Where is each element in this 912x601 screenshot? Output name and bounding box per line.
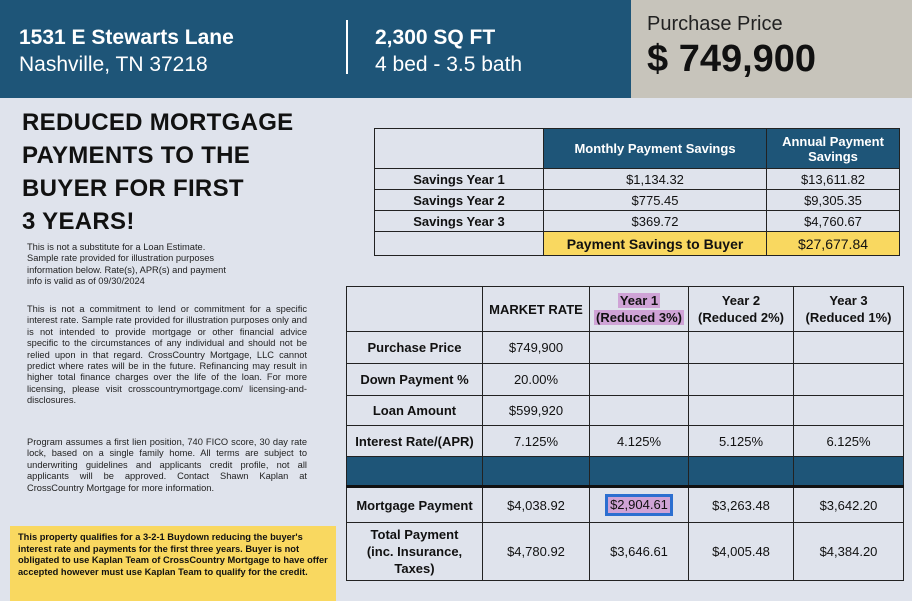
market-rate-header: MARKET RATE [483, 287, 590, 332]
mortgage-year1[interactable] [590, 487, 689, 523]
savings-row-label: Savings Year 2 [375, 190, 544, 211]
year2-header-sub: (Reduced 2%) [698, 310, 784, 325]
purchase-price-market: $749,900 [483, 332, 590, 364]
savings-total-value: $27,677.84 [767, 232, 900, 256]
loan-amount-market: $599,920 [483, 396, 590, 426]
year1-header-sub: (Reduced 3%) [596, 310, 682, 325]
band-cell [590, 457, 689, 487]
mortgage-market: $4,038.92 [483, 487, 590, 523]
empty-cell [689, 332, 794, 364]
band-cell [794, 457, 904, 487]
savings-total-blank [375, 232, 544, 256]
year3-header-title: Year 3 [829, 293, 868, 308]
band-cell [347, 457, 483, 487]
disclaimer-loan-estimate [27, 242, 307, 288]
square-footage: 2,300 SQ FT [375, 26, 496, 49]
savings-annual-cell: $9,305.35 [767, 190, 900, 211]
total-year3: $4,384.20 [794, 523, 904, 581]
savings-annual-cell: $13,611.82 [767, 169, 900, 190]
selected-cell-highlight[interactable]: $2,904.61 [605, 494, 673, 516]
interest-rate-row-label: Interest Rate/(APR) [347, 426, 483, 457]
empty-cell [590, 396, 689, 426]
empty-cell [590, 364, 689, 396]
total-market: $4,780.92 [483, 523, 590, 581]
total-payment-label-line: (inc. Insurance, [366, 544, 463, 559]
rates-table [346, 286, 904, 581]
separator-band [347, 457, 904, 487]
disclaimer-line: Sample rate provided for illustration purposes [27, 253, 215, 264]
savings-monthly-cell: $369.72 [544, 211, 767, 232]
empty-cell [794, 332, 904, 364]
empty-cell [689, 364, 794, 396]
beds-baths: 4 bed - 3.5 bath [375, 53, 523, 76]
rates-corner-cell [347, 287, 483, 332]
empty-cell [794, 364, 904, 396]
disclaimer-line: info is valid as of 09/30/2024 [27, 276, 145, 287]
year2-header [689, 287, 794, 332]
purchase-price-value: $ 749,900 [647, 38, 817, 80]
down-payment-market: 20.00% [483, 364, 590, 396]
empty-cell [689, 396, 794, 426]
interest-year1: 4.125% [590, 426, 689, 457]
interest-year3: 6.125% [794, 426, 904, 457]
savings-corner-cell [375, 129, 544, 169]
buydown-notice: This property qualifies for a 3-2-1 Buydown reducing the buyer's interest rate and payments for the first three years. Buyer is not obligated to use Kaplan Team of CrossCountry Mortgage to have offer accepted however must use Kaplan Team to qualify for the credit. [10, 526, 336, 601]
headline [22, 106, 332, 238]
monthly-savings-header: Monthly Payment Savings [544, 129, 767, 169]
total-payment-row-label [347, 523, 483, 581]
savings-row-label: Savings Year 3 [375, 211, 544, 232]
year1-header [590, 287, 689, 332]
disclaimer-line: information below. Rate(s), APR(s) and payment [27, 264, 226, 275]
savings-row-label: Savings Year 1 [375, 169, 544, 190]
mortgage-year3: $3,642.20 [794, 487, 904, 523]
headline-line: BUYER FOR FIRST [22, 175, 244, 202]
year2-header-title: Year 2 [721, 293, 761, 308]
loan-amount-row-label: Loan Amount [347, 396, 483, 426]
mortgage-payment-row-label: Mortgage Payment [347, 487, 483, 523]
total-year2: $4,005.48 [689, 523, 794, 581]
savings-table [374, 128, 900, 256]
year1-header-title: Year 1 [619, 293, 659, 308]
savings-monthly-cell: $1,134.32 [544, 169, 767, 190]
header-banner [0, 0, 631, 98]
year3-header-sub: (Reduced 1%) [805, 310, 892, 325]
interest-market: 7.125% [483, 426, 590, 457]
headline-line: PAYMENTS TO THE [22, 142, 251, 169]
total-payment-label-line: Taxes) [394, 561, 435, 576]
band-cell [483, 457, 590, 487]
interest-year2: 5.125% [689, 426, 794, 457]
headline-line: 3 YEARS! [22, 208, 135, 235]
disclaimer-line: This is not a substitute for a Loan Estimate. [27, 242, 206, 252]
disclaimer-program: Program assumes a first lien position, 740 FICO score, 30 day rate lock, based on a single family home. All terms are subject to underwriting guidelines and applicants credit profile, not all applicants will be approved. Contact Shawn Kaplan at CrossCountry Mortgage for more information. [27, 437, 307, 493]
savings-annual-cell: $4,760.67 [767, 211, 900, 232]
year3-header [794, 287, 904, 332]
purchase-price-row-label: Purchase Price [347, 332, 483, 364]
empty-cell [590, 332, 689, 364]
purchase-price-box [631, 0, 912, 98]
down-payment-row-label: Down Payment % [347, 364, 483, 396]
annual-savings-header: Annual Payment Savings [767, 129, 900, 169]
empty-cell [794, 396, 904, 426]
mortgage-year2: $3,263.48 [689, 487, 794, 523]
band-cell [689, 457, 794, 487]
city-state-zip: Nashville, TN 37218 [19, 53, 208, 76]
headline-line: REDUCED MORTGAGE [22, 109, 294, 136]
total-year1: $3,646.61 [590, 523, 689, 581]
disclaimer-commitment: This is not a commitment to lend or commitment for a specific interest rate. Sample rate provided for illustration purposes only and is not intended to provide mortgage or other financial advice specific to the circumstances of any individual and should not be relied upon in that regard. CrossCountry Mortgage, LLC cannot predict where rates will be in the future. Refinancing may result in higher total finance charges over the life of the loan. For more licensing, please visit crosscountrymortgage.com/ licensing-and-disclosures. [27, 304, 307, 406]
header-divider [346, 20, 348, 74]
savings-monthly-cell: $775.45 [544, 190, 767, 211]
total-payment-label-line: Total Payment [370, 527, 459, 542]
purchase-price-label: Purchase Price [647, 13, 783, 35]
street-address: 1531 E Stewarts Lane [19, 26, 234, 49]
savings-total-label: Payment Savings to Buyer [544, 232, 767, 256]
